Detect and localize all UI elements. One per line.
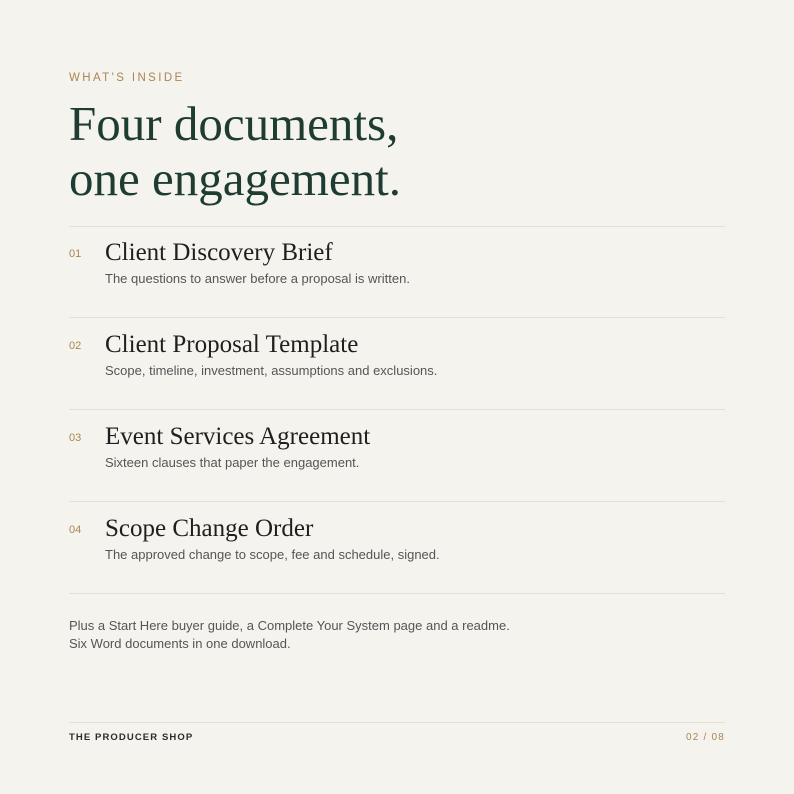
page-title (69, 96, 401, 206)
page-title-line-1: Four documents, (69, 96, 399, 151)
item-description: The approved change to scope, fee and schedule, signed. (105, 547, 440, 562)
divider (69, 317, 725, 318)
section-eyebrow: WHAT'S INSIDE (69, 72, 185, 84)
divider (69, 593, 725, 594)
divider (69, 226, 725, 227)
footer-divider (69, 722, 725, 723)
page-content (69, 0, 725, 794)
list-item (69, 422, 725, 492)
item-number: 03 (69, 432, 82, 444)
item-number: 02 (69, 340, 82, 352)
footer-brand: THE PRODUCER SHOP (69, 732, 194, 743)
list-item (69, 514, 725, 584)
item-title: Client Discovery Brief (105, 239, 333, 266)
item-title: Event Services Agreement (105, 423, 371, 450)
item-title: Client Proposal Template (105, 331, 359, 358)
item-description: Scope, timeline, investment, assumptions and exclusions. (105, 363, 438, 378)
divider (69, 409, 725, 410)
extras-line-2: Six Word documents in one download. (69, 636, 291, 651)
divider (69, 501, 725, 502)
item-description: The questions to answer before a proposal is written. (105, 271, 410, 286)
extras-line-1: Plus a Start Here buyer guide, a Complete Your System page and a readme. (69, 618, 510, 633)
page-title-line-2: one engagement. (69, 151, 401, 206)
item-description: Sixteen clauses that paper the engagement. (105, 455, 360, 470)
item-number: 04 (69, 524, 82, 536)
list-item (69, 238, 725, 308)
list-item (69, 330, 725, 400)
extras-note (69, 617, 510, 653)
page-number: 02 / 08 (686, 732, 725, 743)
item-number: 01 (69, 248, 82, 260)
item-title: Scope Change Order (105, 515, 314, 542)
